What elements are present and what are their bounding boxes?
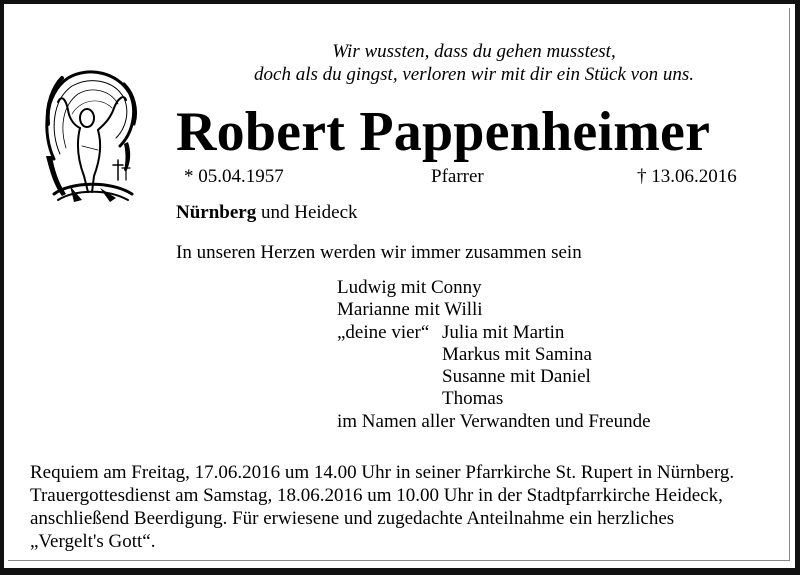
mourner-line [337, 322, 651, 344]
mourners-closing: im Namen aller Verwandten und Freunde [337, 410, 651, 432]
places [176, 202, 358, 224]
motto-line: doch als du gingst, verloren wir mit dir ein Stück von uns. [254, 64, 694, 85]
place-primary: Nürnberg [176, 202, 257, 223]
grandchild: Susanne mit Daniel [442, 366, 591, 388]
service-line: anschließend Beerdigung. Für erwiesene und zugedachte Anteilnahme ein herzliches [30, 508, 675, 529]
mourner-line: Ludwig mit Conny [337, 277, 482, 298]
service-line: „Vergelt's Gott“. [30, 531, 156, 552]
mourners-list [337, 277, 651, 433]
service-details [30, 461, 790, 553]
grandchildren-label: „deine vier“ [337, 321, 430, 343]
motto-line: Wir wussten, dass du gehen musstest, [332, 41, 616, 62]
grandchild: Thomas [442, 388, 504, 410]
remembrance-line: In unseren Herzen werden wir immer zusammen sein [176, 242, 582, 263]
motto [164, 40, 784, 86]
profession: Pfarrer [431, 166, 484, 187]
death-date: † 13.06.2016 [637, 166, 737, 187]
resurrection-figure-icon [40, 64, 140, 204]
grandchild: Markus mit Samina [442, 343, 592, 365]
place-secondary: und Heideck [256, 202, 358, 223]
mourner-line: Marianne mit Willi [337, 299, 483, 321]
service-line: Trauergottesdienst am Samstag, 18.06.2016 um 10.00 Uhr in der Stadtpfarrkirche Heideck, [30, 485, 723, 506]
birth-date: * 05.04.1957 [184, 166, 284, 187]
deceased-name: Robert Pappenheimer [176, 101, 711, 163]
grandchild: Julia mit Martin [442, 321, 565, 343]
service-line: Requiem am Freitag, 17.06.2016 um 14.00 Uhr in seiner Pfarrkirche St. Rupert in Nürnberg. [30, 462, 735, 483]
